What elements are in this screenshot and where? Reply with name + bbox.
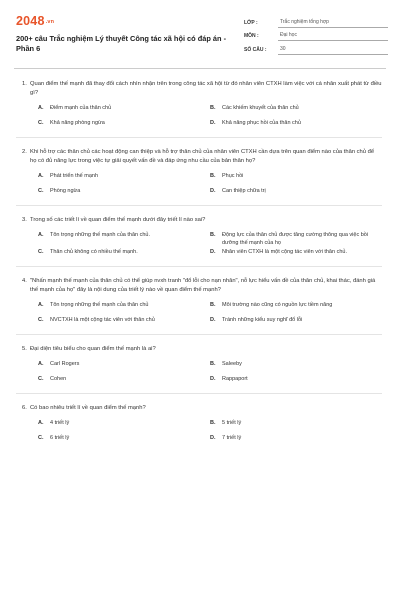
answer-option[interactable] <box>210 418 382 433</box>
answer-option[interactable] <box>38 186 210 201</box>
question-item <box>16 277 382 335</box>
answer-option[interactable] <box>210 103 382 118</box>
answer-option[interactable] <box>38 103 210 118</box>
answer-option[interactable] <box>210 359 382 374</box>
meta-row-class <box>244 14 388 28</box>
question-item <box>16 345 382 394</box>
question-body: Có bao nhiêu triết lí về quan điểm thế mạnh? <box>30 405 146 411</box>
question-item <box>16 404 382 448</box>
option-text: Rappaport <box>222 376 248 382</box>
answer-option[interactable] <box>210 433 382 448</box>
option-letter: A. <box>38 173 44 179</box>
option-letter: C. <box>38 376 44 382</box>
answer-option[interactable] <box>38 230 210 247</box>
option-text: 4 triết lý <box>50 420 70 426</box>
option-text: Phòng ngừa <box>50 188 81 194</box>
question-number: 4. <box>22 278 27 284</box>
site-logo[interactable] <box>16 14 54 28</box>
answer-option[interactable] <box>210 300 382 315</box>
question-item <box>16 216 382 267</box>
question-divider <box>16 266 382 267</box>
meta-label: LỚP : <box>244 19 258 26</box>
question-body: Quan điểm thế mạnh đã thay đổi cách nhìn nhận trên trong công tác xã hội từ đó nhân viên CTXH làm việc với cá nhân xuất phát từ điều gì? <box>30 81 382 96</box>
question-divider <box>16 393 382 394</box>
answer-option[interactable] <box>38 315 210 330</box>
option-text: NVCTXH là một cộng tác viên với thân chủ <box>50 317 155 323</box>
option-text: Tôn trọng những thế mạnh của thân chủ. <box>50 232 150 238</box>
question-text <box>16 345 382 354</box>
option-text: Điểm mạnh của thân chủ <box>50 105 112 111</box>
answer-option[interactable] <box>210 171 382 186</box>
question-divider <box>16 205 382 206</box>
option-letter: A. <box>38 105 44 111</box>
meta-value: 30 <box>278 46 388 55</box>
logo-sub-text: .vn <box>45 19 55 25</box>
option-letter: A. <box>38 420 44 426</box>
question-list <box>16 80 382 448</box>
question-body: "Nhấn mạnh thế mạnh của thân chủ có thể giúp nvxh tranh "đổ lỗi cho nạn nhân", nỗ lực hiểu vấn đề của thân chủ, khai thác, đánh giá thế mạnh của họ" đây là nội dung của triết lý nào về quan điểm thế mạnh? <box>30 278 376 293</box>
answer-option[interactable] <box>210 186 382 201</box>
question-item <box>16 148 382 206</box>
question-body: Trong số các triết lí về quan điểm thế mạnh dưới đây triết lí nào sai? <box>30 217 206 223</box>
meta-row-subject <box>244 28 388 42</box>
answer-option[interactable] <box>210 374 382 389</box>
option-text: 5 triết lý <box>222 420 242 426</box>
question-number: 6. <box>22 405 27 411</box>
option-letter: B. <box>210 105 216 111</box>
option-letter: C. <box>38 120 44 126</box>
option-letter: A. <box>38 361 44 367</box>
option-letter: B. <box>210 232 216 238</box>
answer-option[interactable] <box>38 171 210 186</box>
option-text: Tôn trọng những thế mạnh của thân chủ <box>50 302 149 308</box>
option-letter: D. <box>210 435 216 441</box>
option-letter: D. <box>210 120 216 126</box>
option-text: Can thiệp chữa trị <box>222 188 266 194</box>
meta-value: Trắc nghiệm tổng hợp <box>278 19 388 28</box>
page-title: 200+ câu Trắc nghiệm Lý thuyết Công tác xã hội có đáp án - Phần 6 <box>16 34 227 53</box>
option-text: Khả năng phòng ngừa <box>50 120 105 126</box>
logo-main-text: 2048 <box>16 14 45 28</box>
option-letter: D. <box>210 249 216 255</box>
option-letter: C. <box>38 435 44 441</box>
option-letter: D. <box>210 376 216 382</box>
answer-options <box>16 418 382 448</box>
option-letter: D. <box>210 317 216 323</box>
option-text: Môi trường nào cũng có nguồn lực tiềm năng <box>222 302 333 308</box>
option-text: Nhân viên CTXH là một cộng tác viên với thân chủ. <box>222 249 347 255</box>
question-divider <box>16 334 382 335</box>
option-text: Thân chủ không có nhiều thế mạnh. <box>50 249 138 255</box>
option-letter: C. <box>38 249 44 255</box>
question-text <box>16 216 382 225</box>
option-text: 7 triết lý <box>222 435 242 441</box>
option-letter: C. <box>38 317 44 323</box>
question-body: Khi hỗ trợ các thân chủ các hoạt động can thiệp và hỗ trợ thân chủ của nhân viên CTXH cần dựa trên quan điểm nào của thân chủ để họ có đủ năng lực trong việc tự giải quyết vấn đề và đáp ứng nhu cầu của bản thân họ? <box>30 149 375 164</box>
meta-info <box>244 14 388 55</box>
answer-option[interactable] <box>210 247 382 262</box>
question-body: Đại diện tiêu biểu cho quan điểm thế mạnh là ai? <box>30 346 156 352</box>
answer-option[interactable] <box>210 118 382 133</box>
option-text: Tránh những kiểu suy nghĩ đổ lỗi <box>222 317 303 323</box>
meta-row-count <box>244 41 388 55</box>
answer-options <box>16 171 382 201</box>
answer-option[interactable] <box>38 433 210 448</box>
question-number: 1. <box>22 81 27 87</box>
option-text: Các khiếm khuyết của thân chủ <box>222 105 299 111</box>
answer-option[interactable] <box>38 247 210 262</box>
option-text: Phục hồi <box>222 173 244 179</box>
question-number: 2. <box>22 149 27 155</box>
option-letter: B. <box>210 420 216 426</box>
answer-option[interactable] <box>210 315 382 330</box>
question-item <box>16 80 382 138</box>
header-divider <box>14 68 386 69</box>
question-text <box>16 404 382 413</box>
answer-option[interactable] <box>38 359 210 374</box>
option-text: Carl Rogers <box>50 361 80 367</box>
option-text: 6 triết lý <box>50 435 70 441</box>
option-text: Cohen <box>50 376 67 382</box>
option-text: Phát triển thế mạnh <box>50 173 99 179</box>
question-number: 5. <box>22 346 27 352</box>
option-letter: B. <box>210 361 216 367</box>
answer-options <box>16 103 382 133</box>
answer-options <box>16 300 382 330</box>
option-letter: A. <box>38 232 44 238</box>
answer-options <box>16 359 382 389</box>
question-number: 3. <box>22 217 27 223</box>
meta-value: Đại học <box>278 32 388 41</box>
option-letter: B. <box>210 302 216 308</box>
option-letter: A. <box>38 302 44 308</box>
answer-option[interactable] <box>38 418 210 433</box>
question-divider <box>16 137 382 138</box>
meta-label: MÔN : <box>244 33 259 39</box>
answer-option[interactable] <box>210 230 382 247</box>
option-letter: C. <box>38 188 44 194</box>
answer-options <box>16 230 382 262</box>
option-text: Khả năng phục hồi của thân chủ <box>222 120 301 126</box>
answer-option[interactable] <box>38 118 210 133</box>
answer-option[interactable] <box>38 374 210 389</box>
meta-label: SỐ CÂU : <box>244 46 267 53</box>
answer-option[interactable] <box>38 300 210 315</box>
question-text <box>16 80 382 98</box>
page-header <box>16 14 386 58</box>
option-text: Saleeby <box>222 361 242 367</box>
option-letter: D. <box>210 188 216 194</box>
question-text <box>16 148 382 166</box>
question-text <box>16 277 382 295</box>
option-text: Động lực của thân chủ được tăng cường thông qua việc bồi dưỡng thế mạnh của họ <box>222 232 369 246</box>
option-letter: B. <box>210 173 216 179</box>
